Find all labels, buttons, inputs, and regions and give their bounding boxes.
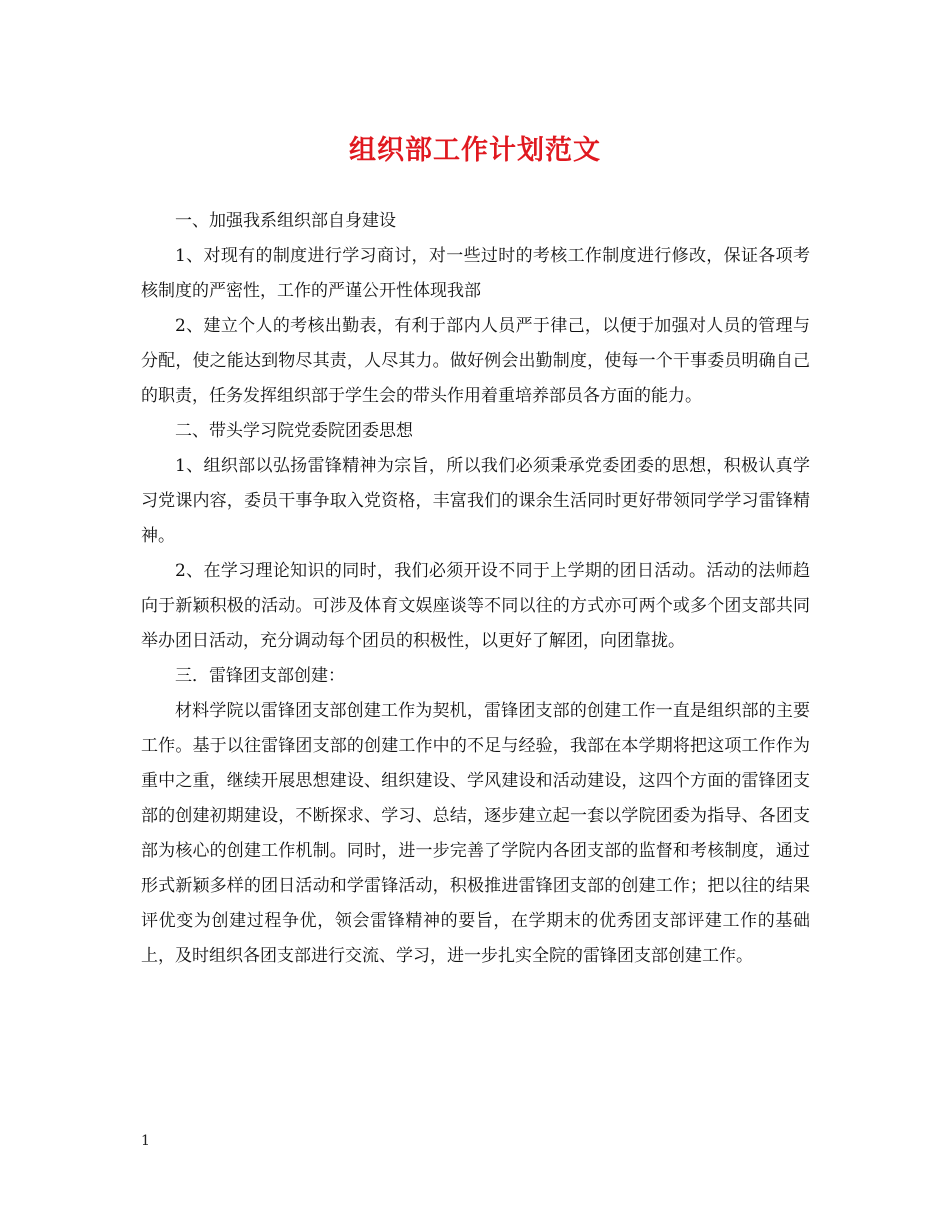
paragraph: 1、对现有的制度进行学习商讨，对一些过时的考核工作制度进行修改，保证各项考核制度的严密性，工作的严谨公开性体现我部	[141, 246, 810, 301]
page-number: 1	[141, 1133, 150, 1149]
paragraph: 材料学院以雷锋团支部创建工作为契机，雷锋团支部的创建工作一直是组织部的主要工作。基于以往雷锋团支部的创建工作中的不足与经验，我部在本学期将把这项工作作为重中之重，继续开展思想建设、组织建设、学风建设和活动建设，这四个方面的雷锋团支部的创建初期建设，不断探求、学习、总结，逐步建立起一套以学院团委为指导、各团支部为核心的创建工作机制。同时，进一步完善了学院内各团支部的监督和考核制度，通过形式新颖多样的团日活动和学雷锋活动，积极推进雷锋团支部的创建工作；把以往的结果评优变为创建过程争优，领会雷锋精神的要旨，在学期末的优秀团支部评建工作的基础上，及时组织各团支部进行交流、学习，进一步扎实全院的雷锋团支部创建工作。	[141, 701, 810, 966]
paragraph: 2、建立个人的考核出勤表，有利于部内人员严于律己，以便于加强对人员的管理与分配，使之能达到物尽其责，人尽其力。做好例会出勤制度，使每一个干事委员明确自己的职责，任务发挥组织部于学生会的带头作用着重培养部员各方面的能力。	[141, 316, 810, 406]
section-heading: 二、带头学习院党委院团委思想	[175, 421, 413, 441]
paragraph: 2、在学习理论知识的同时，我们必须开设不同于上学期的团日活动。活动的法师趋向于新颖积极的活动。可涉及体育文娱座谈等不同以往的方式亦可两个或多个团支部共同举办团日活动，充分调动每个团员的积极性，以更好了解团，向团靠拢。	[141, 561, 810, 651]
section-heading: 一、加强我系组织部自身建设	[175, 211, 396, 231]
document-title: 组织部工作计划范文	[349, 135, 601, 166]
paragraph: 1、组织部以弘扬雷锋精神为宗旨，所以我们必须秉承党委团委的思想，积极认真学习党课内容，委员干事争取入党资格，丰富我们的课余生活同时更好带领同学学习雷锋精神。	[141, 456, 810, 546]
document-body	[141, 204, 810, 974]
section-heading: 三．雷锋团支部创建：	[175, 666, 345, 686]
